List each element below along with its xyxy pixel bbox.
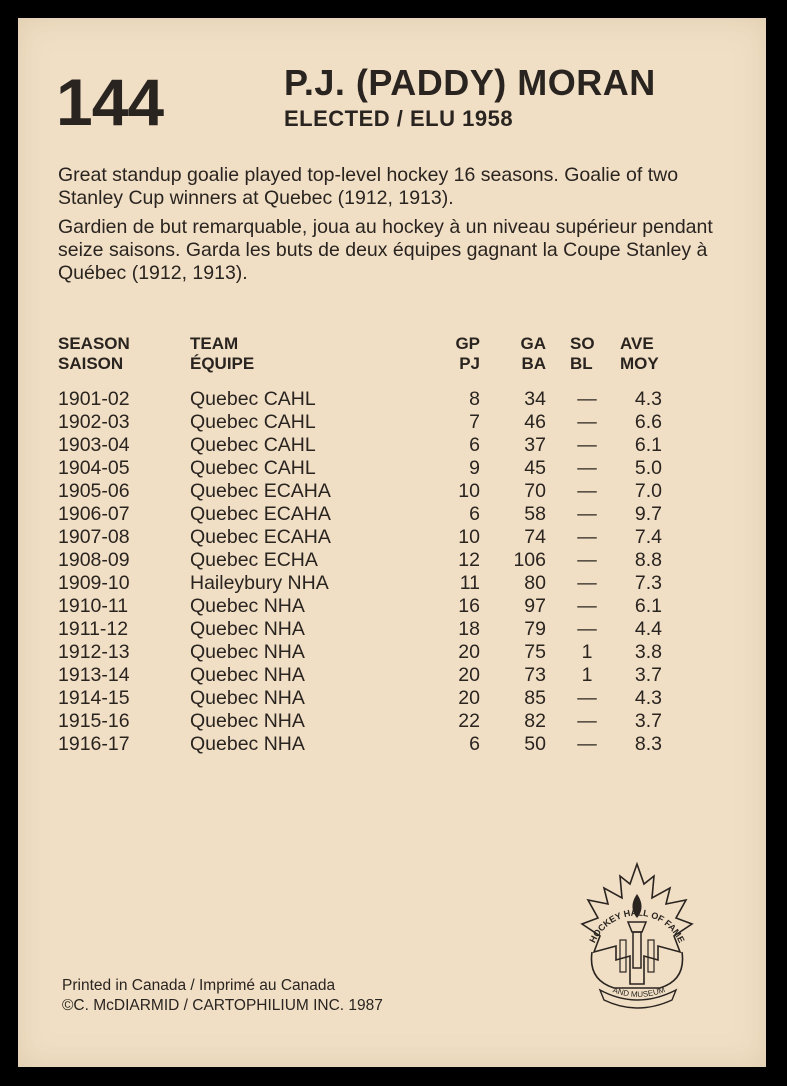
table-row	[18, 503, 766, 526]
ga-cell: 58	[524, 503, 546, 525]
ga-cell: 70	[524, 480, 546, 502]
ave-cell: 6.6	[634, 411, 662, 433]
ave-cell: 9.7	[634, 503, 662, 525]
elected-year: ELECTED / ELU 1958	[284, 106, 514, 131]
season-cell: 1907-08	[58, 526, 130, 548]
ga-cell: 50	[524, 733, 546, 755]
ave-cell: 6.1	[634, 434, 662, 456]
gp-cell: 9	[469, 457, 480, 479]
ga-cell: 37	[524, 434, 546, 456]
team-cell: Quebec NHA	[190, 710, 305, 732]
team-cell: Quebec NHA	[190, 595, 305, 617]
so-cell: —	[577, 480, 597, 502]
team-cell: Quebec NHA	[190, 664, 305, 686]
so-cell: —	[577, 733, 597, 755]
header-so: SO BL	[570, 334, 595, 373]
ave-cell: 3.7	[634, 664, 662, 686]
gp-cell: 18	[458, 618, 480, 640]
season-cell: 1902-03	[58, 411, 130, 433]
season-cell: 1913-14	[58, 664, 130, 686]
so-cell: —	[577, 549, 597, 571]
season-cell: 1905-06	[58, 480, 130, 502]
ave-cell: 7.0	[634, 480, 662, 502]
gp-cell: 6	[469, 434, 480, 456]
ga-cell: 82	[524, 710, 546, 732]
team-cell: Quebec NHA	[190, 641, 305, 663]
table-row	[18, 687, 766, 710]
gp-cell: 20	[458, 664, 480, 686]
team-cell: Quebec ECAHA	[190, 503, 331, 525]
team-cell: Quebec NHA	[190, 618, 305, 640]
table-row	[18, 641, 766, 664]
footer-credits	[62, 976, 383, 1016]
team-cell: Quebec NHA	[190, 733, 305, 755]
table-row	[18, 733, 766, 756]
table-row	[18, 457, 766, 480]
copyright-text: ©C. McDIARMID / CARTOPHILIUM INC. 1987	[62, 997, 383, 1014]
so-cell: —	[577, 595, 597, 617]
card-number: 144	[56, 65, 164, 139]
ga-cell: 106	[513, 549, 546, 571]
so-cell: —	[577, 618, 597, 640]
gp-cell: 10	[458, 480, 480, 502]
bio-english: Great standup goalie played top-level hockey 16 seasons. Goalie of two Stanley Cup winners at Quebec (1912, 1913).	[58, 164, 679, 209]
stats-table	[18, 388, 766, 756]
ave-cell: 3.7	[634, 710, 662, 732]
table-row	[18, 618, 766, 641]
gp-cell: 16	[458, 595, 480, 617]
season-cell: 1904-05	[58, 457, 130, 479]
so-cell: 1	[581, 664, 593, 686]
team-cell: Quebec ECHA	[190, 549, 318, 571]
ga-cell: 79	[524, 618, 546, 640]
maple-leaf-torch-icon	[574, 860, 700, 1010]
so-cell: —	[577, 388, 597, 410]
player-name: P.J. (PADDY) MORAN	[284, 62, 656, 103]
so-cell: —	[577, 710, 597, 732]
table-row	[18, 526, 766, 549]
gp-cell: 6	[469, 733, 480, 755]
gp-cell: 11	[459, 572, 480, 594]
table-row	[18, 664, 766, 687]
season-cell: 1906-07	[58, 503, 130, 525]
team-cell: Quebec ECAHA	[190, 526, 331, 548]
ave-cell: 7.4	[634, 526, 662, 548]
bio-french: Gardien de but remarquable, joua au hockey à un niveau supérieur pendant seize saisons. Garda les buts de deux équipes gagnant la Coupe Stanley à Québec (1912, 1913).	[58, 216, 713, 284]
season-cell: 1903-04	[58, 434, 130, 456]
hockey-card-back	[18, 18, 766, 1067]
ave-cell: 8.3	[634, 733, 662, 755]
header-ga: GA BA	[520, 334, 546, 373]
so-cell: —	[577, 457, 597, 479]
ga-cell: 45	[524, 457, 546, 479]
team-cell: Quebec NHA	[190, 687, 305, 709]
table-row	[18, 434, 766, 457]
ga-cell: 80	[524, 572, 546, 594]
so-cell: —	[577, 411, 597, 433]
ave-cell: 4.3	[634, 687, 662, 709]
ga-cell: 75	[524, 641, 546, 663]
ave-cell: 3.8	[634, 641, 662, 663]
ave-cell: 5.0	[634, 457, 662, 479]
so-cell: —	[577, 434, 597, 456]
gp-cell: 20	[458, 687, 480, 709]
team-cell: Quebec CAHL	[190, 457, 316, 479]
ga-cell: 34	[524, 388, 546, 410]
table-row	[18, 572, 766, 595]
season-cell: 1912-13	[58, 641, 130, 663]
gp-cell: 20	[458, 641, 480, 663]
table-row	[18, 549, 766, 572]
ave-cell: 8.8	[634, 549, 662, 571]
season-cell: 1914-15	[58, 687, 130, 709]
team-cell: Quebec CAHL	[190, 434, 316, 456]
svg-text:AND MUSEUM: AND MUSEUM	[611, 985, 667, 1000]
season-cell: 1910-11	[58, 595, 129, 617]
table-row	[18, 411, 766, 434]
gp-cell: 7	[469, 411, 480, 433]
season-cell: 1916-17	[58, 733, 130, 755]
team-cell: Haileybury NHA	[190, 572, 329, 594]
gp-cell: 22	[458, 710, 480, 732]
printed-in-text: Printed in Canada / Imprimé au Canada	[62, 977, 336, 994]
table-row	[18, 388, 766, 411]
so-cell: —	[577, 687, 597, 709]
gp-cell: 8	[469, 388, 480, 410]
ave-cell: 6.1	[634, 595, 662, 617]
header-season: SEASON SAISON	[58, 334, 130, 373]
season-cell: 1909-10	[58, 572, 130, 594]
ave-cell: 7.3	[634, 572, 662, 594]
season-cell: 1908-09	[58, 549, 130, 571]
svg-text:HOCKEY HALL OF FAME: HOCKEY HALL OF FAME	[587, 907, 687, 945]
team-cell: Quebec CAHL	[190, 411, 316, 433]
ave-cell: 4.4	[634, 618, 662, 640]
table-row	[18, 710, 766, 733]
header-ave: AVE MOY	[620, 334, 659, 373]
team-cell: Quebec ECAHA	[190, 480, 331, 502]
header-gp: GP PJ	[455, 334, 480, 373]
gp-cell: 12	[458, 549, 480, 571]
ga-cell: 73	[524, 664, 546, 686]
gp-cell: 6	[469, 503, 480, 525]
header-team: TEAM ÉQUIPE	[190, 334, 255, 373]
table-row	[18, 595, 766, 618]
team-cell: Quebec CAHL	[190, 388, 316, 410]
so-cell: —	[577, 503, 597, 525]
ga-cell: 74	[524, 526, 546, 548]
table-row	[18, 480, 766, 503]
ga-cell: 97	[524, 595, 546, 617]
so-cell: —	[577, 526, 597, 548]
season-cell: 1901-02	[58, 388, 130, 410]
so-cell: 1	[581, 641, 593, 663]
ga-cell: 46	[524, 411, 546, 433]
gp-cell: 10	[458, 526, 480, 548]
season-cell: 1915-16	[58, 710, 130, 732]
season-cell: 1911-12	[58, 618, 129, 640]
ave-cell: 4.3	[634, 388, 662, 410]
so-cell: —	[577, 572, 597, 594]
ga-cell: 85	[524, 687, 546, 709]
